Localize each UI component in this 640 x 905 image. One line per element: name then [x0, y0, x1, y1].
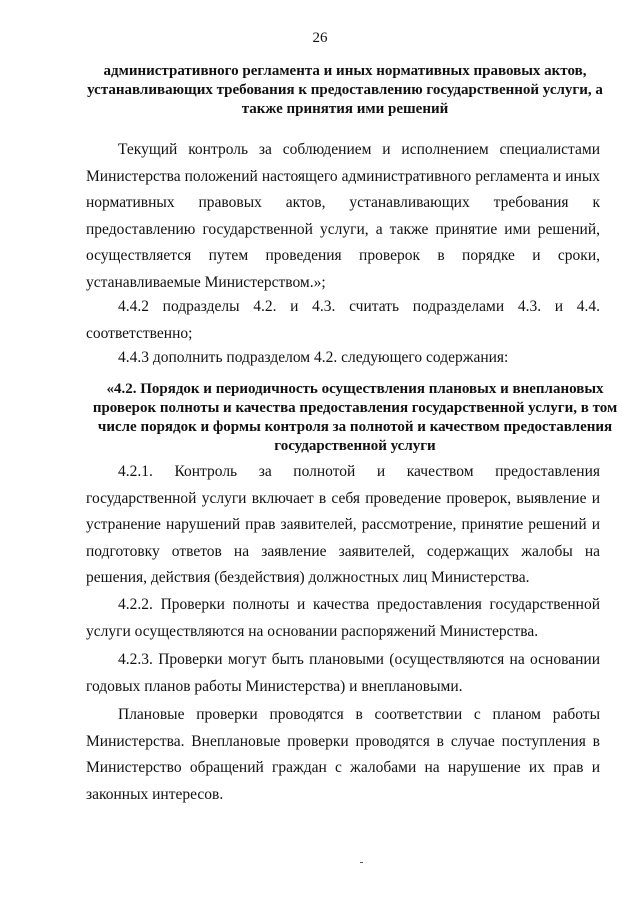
paragraph-4-4-3: 4.4.3 дополнить подразделом 4.2. следующего содержания:	[118, 349, 509, 366]
paragraph-current-control: Текущий контроль за соблюдением и исполнением специалистами Министерства положений настоящего административного регламента и иных нормативных правовых актов, устанавливающих требования к предоставлению государственной услуги, а также принятие ими решений, осуществляется путем проведения проверок в порядке и сроки, устанавливаемые Министерством.»;	[86, 141, 600, 291]
paragraph-4-2-3: 4.2.3. Проверки могут быть плановыми (осуществляются на основании годовых планов работы Министерства) и внеплановыми.	[86, 651, 600, 695]
paragraph-planned-checks: Плановые проверки проводятся в соответствии с планом работы Министерства. Внеплановые проверки проводятся в случае поступления в Министерство обращений граждан с жалобами на нарушение их прав и законных интересов.	[86, 706, 600, 803]
section-heading-4-2: «4.2. Порядок и периодичность осуществления плановых и внеплановых проверок полноты и качества предоставления государственной услуги, в том числе порядок и формы контроля за полнотой и качеством предоставления государственной услуги	[92, 381, 618, 454]
paragraph-4-2-2: 4.2.2. Проверки полноты и качества предоставления государственной услуги осуществляются на основании распоряжений Министерства.	[86, 596, 600, 640]
scan-speck	[360, 862, 363, 863]
paragraph-4-2-1: 4.2.1. Контроль за полнотой и качеством предоставления государственной услуги включает в себя проведение проверок, выявление и устранение нарушений прав заявителей, рассмотрение, принятие решений и подготовку ответов на заявление заявителей, содержащих жалобы на решения, действия (бездействия) должностных лиц Министерства.	[86, 463, 600, 586]
page-number: 26	[312, 30, 328, 46]
paragraph-4-4-2: 4.4.2 подразделы 4.2. и 4.3. считать подразделами 4.3. и 4.4. соответственно;	[86, 298, 600, 342]
section-heading-continued: административного регламента и иных нормативных правовых актов, устанавливающих требования к предоставлению государственной услуги, а также принятия ими решений	[87, 63, 603, 117]
